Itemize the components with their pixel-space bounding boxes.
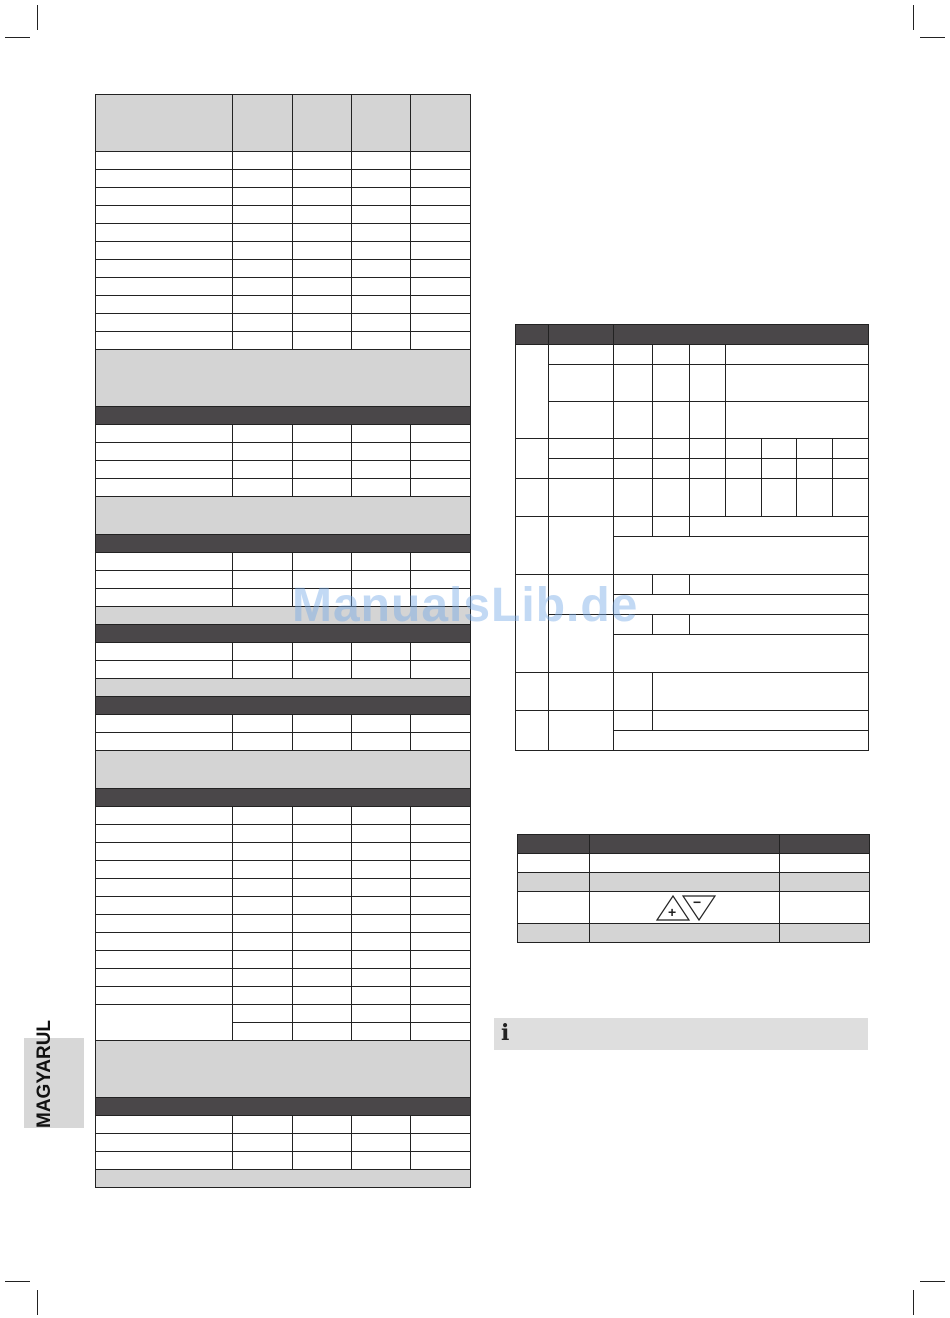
table-row (96, 915, 471, 933)
table-section-header (96, 535, 471, 553)
table-row (96, 643, 471, 661)
table-row (518, 892, 870, 924)
table-row (516, 517, 869, 537)
table-row (96, 861, 471, 879)
table-row (518, 873, 870, 892)
table-row (96, 278, 471, 296)
table-row (96, 170, 471, 188)
language-side-tab (24, 1019, 84, 1128)
table-row (96, 443, 471, 461)
table-row (96, 807, 471, 825)
table-note-row (96, 751, 471, 789)
info-note-box (494, 1018, 868, 1050)
table-note-row (96, 679, 471, 697)
table-note-row (96, 1041, 471, 1098)
table-row (516, 459, 869, 479)
control-panel-table (517, 834, 870, 943)
table-header-row (518, 835, 870, 854)
settings-table (515, 324, 869, 751)
table-row (96, 969, 471, 987)
table-row (96, 1005, 471, 1023)
table-row (96, 242, 471, 260)
table-row (516, 365, 869, 402)
watermark: ManualsLib.de (292, 579, 639, 632)
table-row (96, 296, 471, 314)
crop-mark (913, 1290, 914, 1315)
crop-mark (5, 37, 30, 38)
crop-mark (37, 5, 38, 30)
table-row (516, 711, 869, 731)
table-row (96, 897, 471, 915)
plus-minus-buttons-icon (655, 894, 717, 922)
table-note-row (96, 497, 471, 535)
table-row (518, 854, 870, 873)
svg-text:−: − (693, 894, 702, 910)
crop-mark (920, 1281, 945, 1282)
table-row (96, 933, 471, 951)
language-label: MAGYARUL (34, 1019, 55, 1128)
table-row (96, 479, 471, 497)
table-note-row (96, 350, 471, 407)
table-section-header (96, 697, 471, 715)
table-row (516, 673, 869, 711)
table-row (96, 152, 471, 170)
table-row (96, 951, 471, 969)
table-row (96, 206, 471, 224)
table-row (96, 1134, 471, 1152)
table-row (96, 188, 471, 206)
table-row (96, 314, 471, 332)
table-row (96, 715, 471, 733)
info-icon: i (501, 1020, 510, 1046)
table-row (516, 479, 869, 517)
table-section-header (96, 1098, 471, 1116)
table-header-row (516, 325, 869, 345)
table-row (96, 461, 471, 479)
table-row (96, 425, 471, 443)
table-row (96, 553, 471, 571)
table-row (96, 733, 471, 751)
table-section-header (96, 407, 471, 425)
svg-text:+: + (668, 904, 677, 920)
table-row (96, 661, 471, 679)
table-row (516, 402, 869, 439)
table-row (96, 332, 471, 350)
table-row (96, 224, 471, 242)
crop-mark (913, 5, 914, 30)
crop-mark (920, 37, 945, 38)
table-section-header (96, 789, 471, 807)
table-row (96, 1152, 471, 1170)
table-row (96, 987, 471, 1005)
table-row (96, 843, 471, 861)
table-row (96, 879, 471, 897)
table-row (96, 1116, 471, 1134)
table-row (96, 825, 471, 843)
crop-mark (5, 1281, 30, 1282)
table-row (96, 260, 471, 278)
table-note-row (96, 1170, 471, 1188)
crop-mark (37, 1290, 38, 1315)
table-row (518, 924, 870, 943)
table-row (516, 345, 869, 365)
table-row (516, 439, 869, 459)
technical-data-table (95, 94, 471, 1188)
